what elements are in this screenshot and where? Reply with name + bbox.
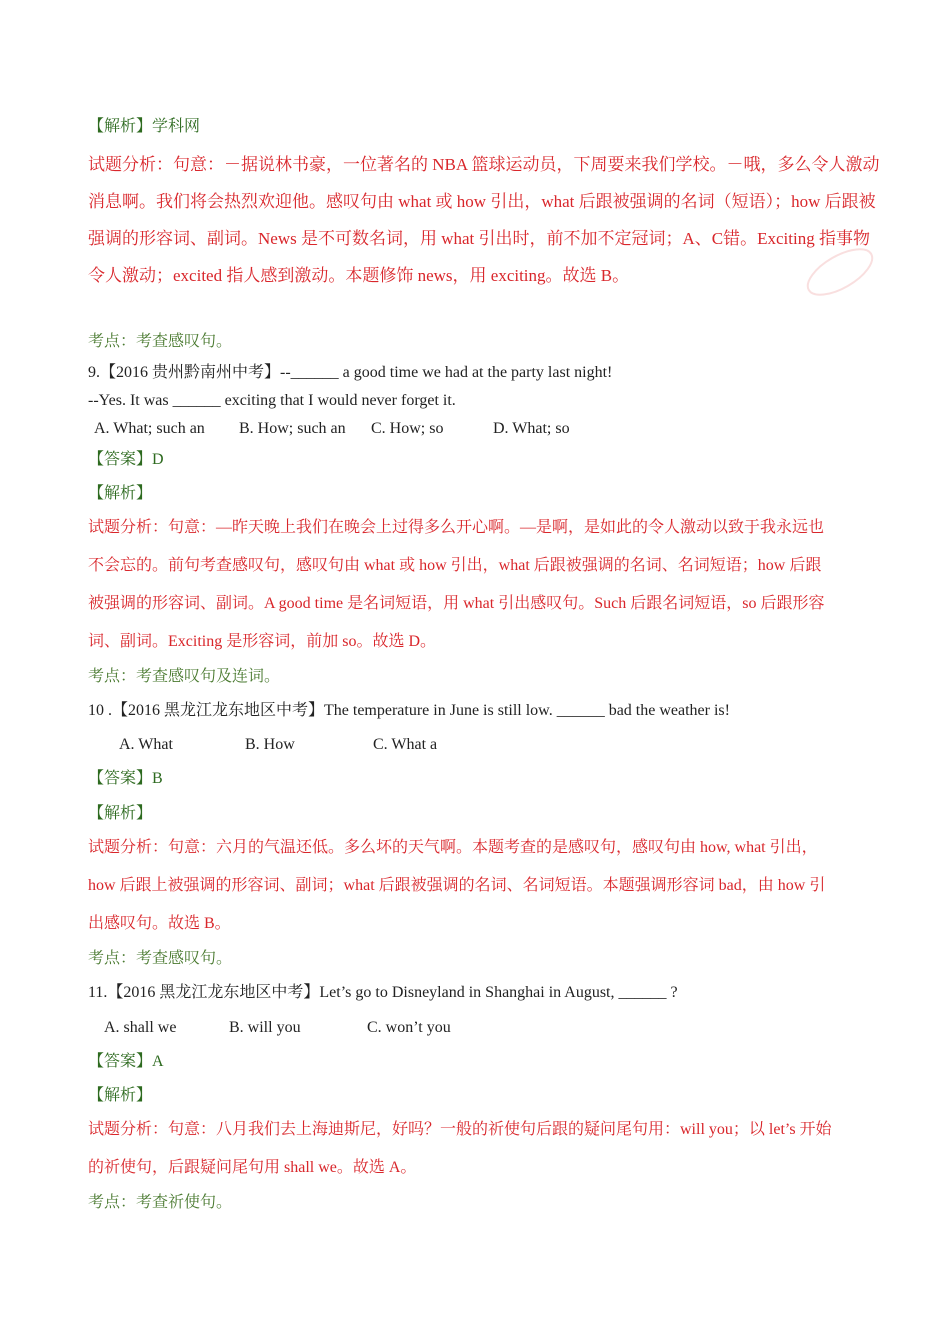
- analysis-tag-suffix: 学科网: [152, 118, 201, 135]
- analysis-line: 试题分析：句意：八月我们去上海迪斯尼，好吗？一般的祈使句后跟的疑问尾句用：will you；以 let’s 开始: [88, 1121, 832, 1138]
- kaodian: 考点：考查感叹句。: [88, 333, 233, 350]
- analysis-line: 令人激动；excited 指人感到激动。本题修饰 news，用 exciting。故选 B。: [88, 266, 630, 285]
- option-c: C. What a: [373, 736, 438, 753]
- analysis-line: 词、副词。Exciting 是形容词，前加 so。故选 D。: [88, 633, 436, 650]
- analysis-heading-8: [88, 117, 200, 137]
- answer-9: 【答案】D: [88, 451, 164, 468]
- question-stem-10: 10 .【2016 黑龙江龙东地区中考】The temperature in June is still low. ______ bad the weather is!: [88, 702, 730, 719]
- options-10: [88, 735, 437, 755]
- analysis-line: 出感叹句。故选 B。: [88, 915, 231, 932]
- analysis-tag-10: 【解析】: [88, 805, 153, 822]
- kaodian: 考点：考查感叹句及连词。: [88, 668, 281, 685]
- analysis-line: 试题分析：句意：六月的气温还低。多么坏的天气啊。本题考查的是感叹句，感叹句由 how, what 引出，: [88, 839, 818, 856]
- question-stem-9: 9.【2016 贵州黔南州中考】--______ a good time we had at the party last night!: [88, 364, 613, 381]
- option-c: C. won’t you: [367, 1019, 451, 1036]
- answer-11: 【答案】A: [88, 1053, 164, 1070]
- option-c: C. How; so: [371, 420, 444, 437]
- analysis-line: 不会忘的。前句考查感叹句，感叹句由 what 或 how 引出，what 后跟被强调的名词、名词短语；how 后跟: [88, 557, 822, 574]
- analysis-tag-9: 【解析】: [88, 485, 153, 502]
- analysis-line: 被强调的形容词、副词。A good time 是名词短语，用 what 引出感叹句。Such 后跟名词短语，so 后跟形容: [88, 595, 825, 612]
- options-9: [88, 419, 570, 439]
- analysis-line: how 后跟上被强调的形容词、副词；what 后跟被强调的名词、名词短语。本题强调形容词 bad，由 how 引: [88, 877, 826, 894]
- analysis-line: 的祈使句，后跟疑问尾句用 shall we。故选 A。: [88, 1159, 417, 1176]
- kaodian: 考点：考查祈使句。: [88, 1194, 233, 1211]
- option-a: A. What: [119, 736, 173, 753]
- option-a: A. What; such an: [94, 420, 205, 437]
- analysis-line: 强调的形容词、副词。News 是不可数名词，用 what 引出时，前不加不定冠词；A、C错。Exciting 指事物: [88, 229, 870, 248]
- kaodian: 考点：考查感叹句。: [88, 950, 233, 967]
- option-b: B. will you: [229, 1019, 301, 1036]
- analysis-tag: 【解析】: [88, 118, 153, 135]
- analysis-line: 消息啊。我们将会热烈欢迎他。感叹句由 what 或 how 引出，what 后跟被强调的名词（短语）；how 后跟被: [88, 192, 876, 211]
- analysis-line: 试题分析：句意：—昨天晚上我们在晚会上过得多么开心啊。—是啊，是如此的令人激动以致于我永远也: [88, 519, 825, 536]
- options-11: [88, 1018, 451, 1038]
- answer-10: 【答案】B: [88, 770, 163, 787]
- analysis-tag-11: 【解析】: [88, 1087, 153, 1104]
- option-b: B. How: [245, 736, 295, 753]
- option-d: D. What; so: [493, 420, 570, 437]
- option-b: B. How; such an: [239, 420, 346, 437]
- question-stem-11: 11.【2016 黑龙江龙东地区中考】Let’s go to Disneyland in Shanghai in August, ______ ?: [88, 984, 678, 1001]
- option-a: A. shall we: [104, 1019, 177, 1036]
- question-stem-9b: --Yes. It was ______ exciting that I would never forget it.: [88, 392, 456, 409]
- analysis-line: 试题分析：句意：－据说林书豪，一位著名的 NBA 篮球运动员，下周要来我们学校。－哦，多么令人激动: [88, 155, 880, 174]
